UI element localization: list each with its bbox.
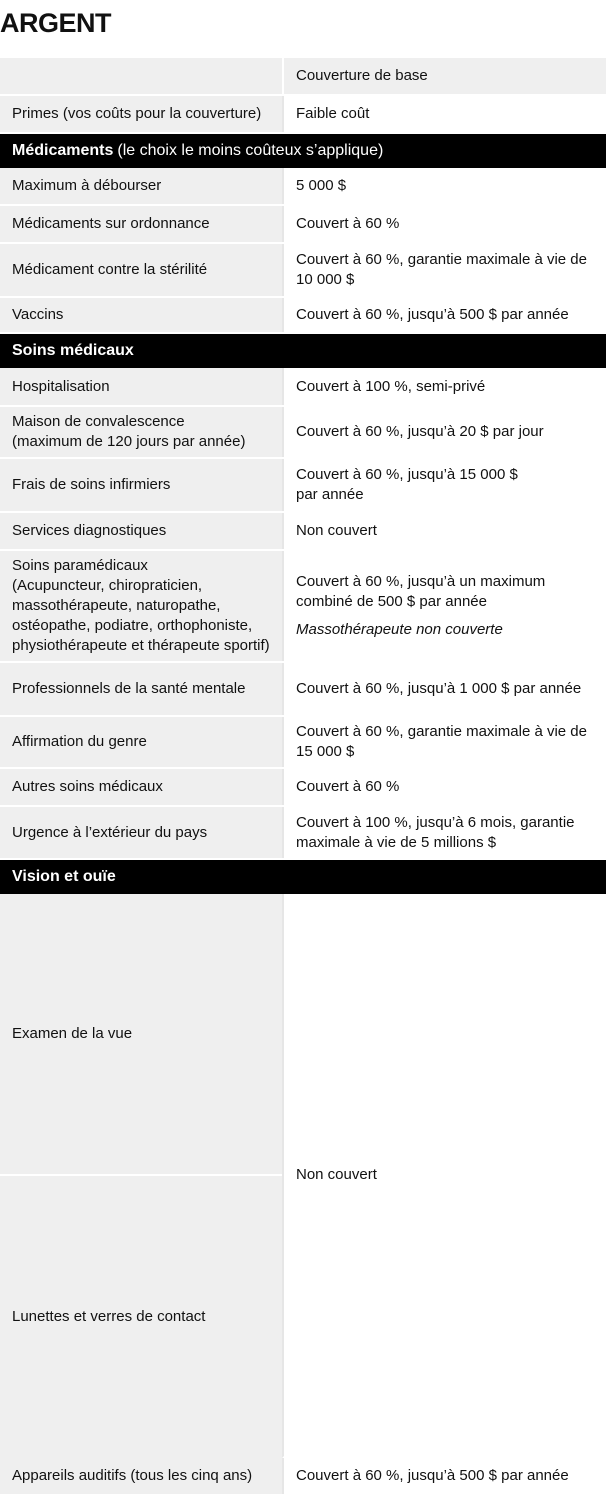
row-label: Urgence à l’extérieur du pays [0, 807, 282, 858]
row-value: Couvert à 60 %, jusqu’à 20 $ par jour [282, 407, 606, 457]
coverage-table [0, 58, 606, 1494]
row-label: Affirmation du genre [0, 717, 282, 767]
row-value: Couvert à 60 %, jusqu’à 1 000 $ par année [282, 663, 606, 715]
row-label: Maximum à débourser [0, 168, 282, 204]
section-title: Médicaments [12, 142, 114, 159]
row-value: Couvert à 60 %, jusqu’à 15 000 $ par année [282, 459, 606, 511]
row-label: Frais de soins infirmiers [0, 459, 282, 511]
row-label: Appareils auditifs (tous les cinq ans) [0, 1458, 282, 1494]
column-header: Couverture de base [282, 58, 606, 94]
merged-row-group [0, 894, 606, 1458]
table-row [0, 244, 606, 298]
table-row [0, 717, 606, 769]
row-label: Maison de convalescence (maximum de 120 jours par année) [0, 407, 282, 457]
row-value: Couvert à 60 %, garantie maximale à vie de 10 000 $ [282, 244, 606, 296]
row-label: Soins paramédicaux (Acupuncteur, chiropraticien, massothérapeute, naturopathe, ostéopathe, podiatre, orthophoniste, physiothérapeute et thérapeute sportif) [0, 551, 282, 661]
table-row [0, 663, 606, 717]
section-header-vision [0, 860, 606, 894]
table-row [0, 298, 606, 334]
row-value: Faible coût [282, 96, 606, 132]
table-row [0, 807, 606, 860]
page-title: ARGENT [0, 8, 111, 38]
table-row [0, 1458, 606, 1494]
row-note: Massothérapeute non couverte [296, 621, 503, 638]
row-value: Couvert à 60 % [282, 206, 606, 242]
row-label: Hospitalisation [0, 368, 282, 405]
row-label: Médicaments sur ordonnance [0, 206, 282, 242]
row-value: Couvert à 60 % [282, 769, 606, 805]
row-label: Autres soins médicaux [0, 769, 282, 805]
row-label: Primes (vos coûts pour la couverture) [0, 96, 282, 132]
section-subtitle: (le choix le moins coûteux s’applique) [117, 142, 384, 159]
section-header-medical [0, 334, 606, 368]
table-row [0, 551, 606, 663]
row-value-group [282, 551, 606, 661]
row-value: Couvert à 60 %, jusqu’à un maximum combiné de 500 $ par année [296, 573, 546, 610]
table-row [0, 407, 606, 459]
row-label: Lunettes et verres de contact [0, 1176, 282, 1458]
section-header-medications [0, 134, 606, 168]
row-value: Non couvert [282, 513, 606, 549]
row-value: Couvert à 100 %, jusqu’à 6 mois, garantie maximale à vie de 5 millions $ [282, 807, 606, 858]
row-value: Couvert à 60 %, jusqu’à 500 $ par année [282, 1458, 606, 1494]
row-label: Médicament contre la stérilité [0, 244, 282, 296]
row-label: Vaccins [0, 298, 282, 332]
row-label: Examen de la vue [0, 894, 282, 1176]
row-value: Couvert à 60 %, garantie maximale à vie de 15 000 $ [282, 717, 606, 767]
row-label: Services diagnostiques [0, 513, 282, 549]
row-value: Non couvert [282, 894, 606, 1458]
row-value: Couvert à 60 %, jusqu’à 500 $ par année [282, 298, 606, 332]
row-value: Couvert à 100 %, semi-privé [282, 368, 606, 405]
table-row [0, 769, 606, 807]
table-row [0, 368, 606, 407]
premiums-row [0, 96, 606, 134]
section-title: Vision et ouïe [12, 868, 116, 885]
row-label: Professionnels de la santé mentale [0, 663, 282, 715]
table-row [0, 513, 606, 551]
row-value: 5 000 $ [282, 168, 606, 204]
table-row [0, 459, 606, 513]
table-row [0, 206, 606, 244]
header-blank-cell [0, 58, 282, 94]
section-title: Soins médicaux [12, 342, 134, 359]
table-row [0, 168, 606, 206]
table-header-row [0, 58, 606, 96]
